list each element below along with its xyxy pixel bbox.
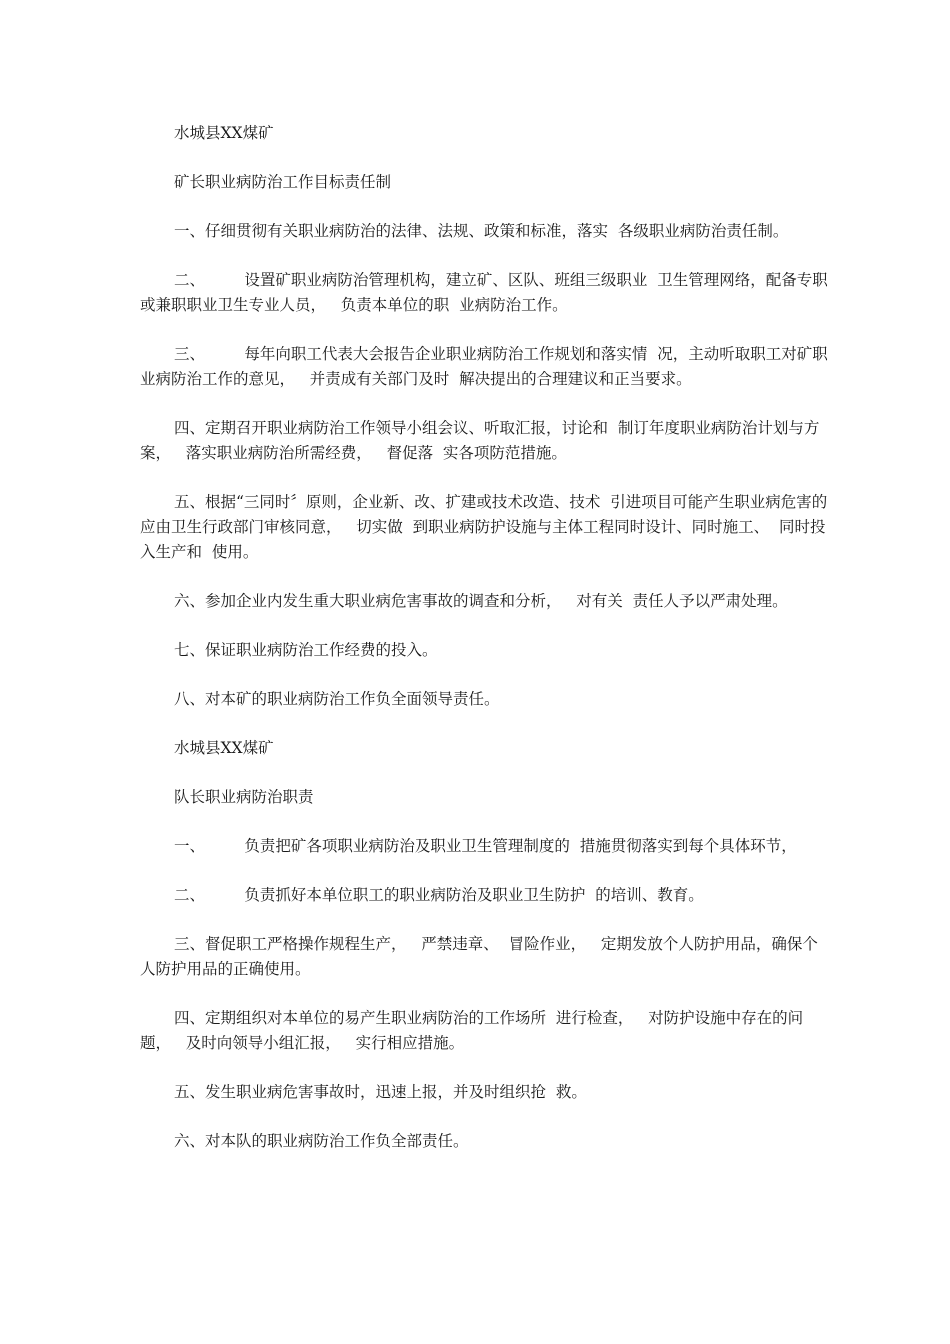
section2-item-2: 二、 负责抓好本单位职工的职业病防治及职业卫生防护 的培训、教育。 — [174, 886, 704, 904]
section2-item-4: 四、定期组织对本单位的易产生职业病防治的工作场所 进行检查， 对防护设施中存在的问题， 及时向领导小组汇报， 实行相应措施。 — [140, 1009, 804, 1052]
section1-item-2: 二、 设置矿职业病防治管理机构，建立矿、区队、班组三级职业 卫生管理网络，配备专职或兼职职业卫生专业人员， 负责本单位的职 业病防治工作。 — [140, 271, 828, 314]
document-page — [140, 121, 830, 1154]
section1-item-3: 三、 每年向职工代表大会报告企业职业病防治工作规划和落实情 况，主动听取职工对矿职业病防治工作的意见， 并责成有关部门及时 解决提出的合理建议和正当要求。 — [140, 345, 828, 388]
section1-item-6: 六、参加企业内发生重大职业病危害事故的调查和分析， 对有关 责任人予以严肃处理。 — [174, 592, 788, 610]
section2-item-1: 一、 负责把矿各项职业病防治及职业卫生管理制度的 措施贯彻落实到每个具体环节， — [174, 837, 797, 855]
section2-title: 队长职业病防治职责 — [174, 788, 314, 806]
section2-item-3: 三、督促职工严格操作规程生产， 严禁违章、 冒险作业， 定期发放个人防护用品，确保个人防护用品的正确使用。 — [140, 935, 818, 978]
section1-title: 矿长职业病防治工作目标责任制 — [174, 173, 392, 191]
section1-item-1: 一、仔细贯彻有关职业病防治的法律、法规、政策和标准，落实 各级职业病防治责任制。 — [174, 222, 789, 240]
section2-item-5: 五、发生职业病危害事故时，迅速上报，并及时组织抢 救。 — [174, 1083, 587, 1101]
section2-item-6: 六、对本队的职业病防治工作负全部责任。 — [174, 1132, 469, 1150]
section1-item-5: 五、根据“三同时〞原则，企业新、改、扩建或技术改造、技术 引进项目可能产生职业病危害的应由卫生行政部门审核同意， 切实做 到职业病防护设施与主体工程同时设计、同时施工、 同时投入生产和 使用。 — [140, 493, 828, 561]
section1-org: 水城县XX煤矿 — [174, 124, 274, 142]
section1-item-7: 七、保证职业病防治工作经费的投入。 — [174, 641, 438, 659]
section2-org: 水城县XX煤矿 — [174, 739, 274, 757]
section1-item-8: 八、对本矿的职业病防治工作负全面领导责任。 — [174, 690, 500, 708]
section1-item-4: 四、定期召开职业病防治工作领导小组会议、听取汇报，讨论和 制订年度职业病防治计划与方案， 落实职业病防治所需经费， 督促落 实各项防范措施。 — [140, 419, 820, 462]
